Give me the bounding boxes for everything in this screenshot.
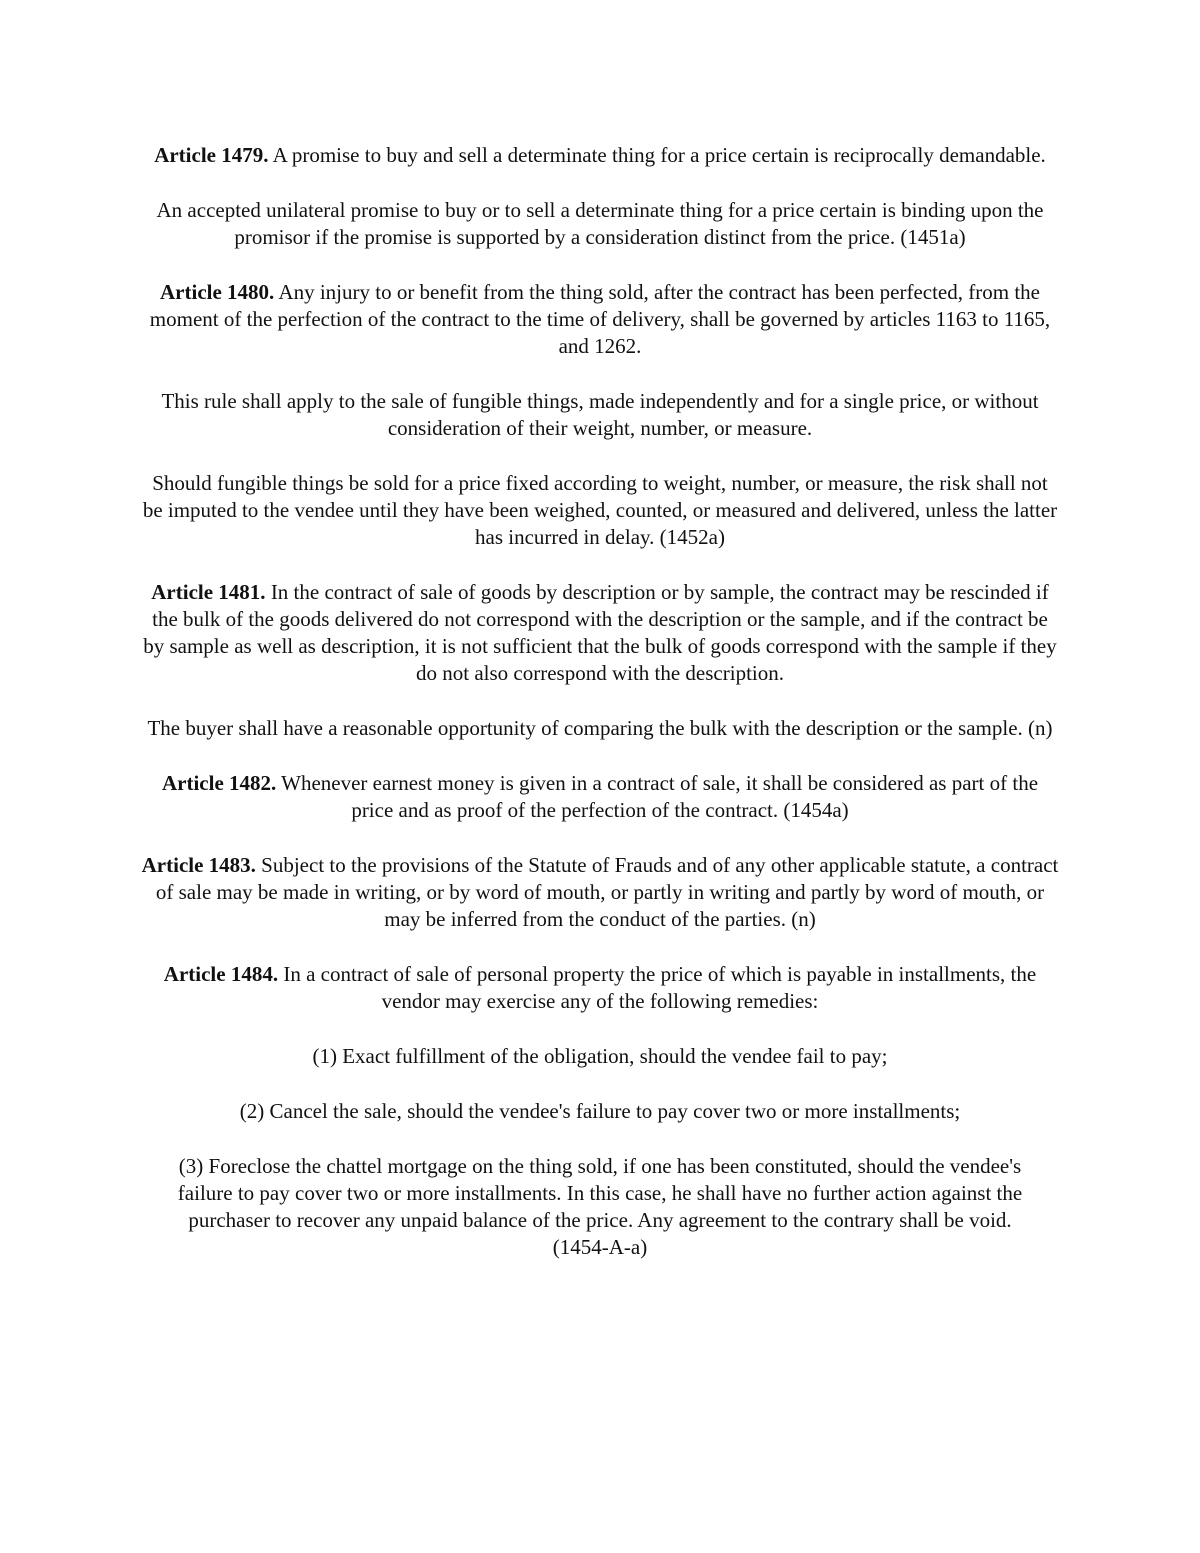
article-1480-heading: Article 1480. xyxy=(160,280,275,304)
article-1479-text: A promise to buy and sell a determinate thing for a price certain is reciprocally demandable. xyxy=(268,143,1046,167)
remedy-item-1: (1) Exact fulfillment of the obligation, should the vendee fail to pay; xyxy=(312,1044,888,1068)
article-1479-paragraph-1 xyxy=(140,142,1060,169)
article-1484-text: In a contract of sale of personal property the price of which is payable in installments, the vendor may exercise any of the following remedies: xyxy=(278,962,1037,1013)
remedy-item-3: (3) Foreclose the chattel mortgage on the thing sold, if one has been constituted, should the vendee's failure to pay cover two or more installments. In this case, he shall have no further action against the purchaser to recover any unpaid balance of the price. Any agreement to the contrary shall be void. (1454-A-a) xyxy=(177,1154,1023,1259)
article-1483-text: Subject to the provisions of the Statute of Frauds and of any other applicable statute, a contract of sale may be made in writing, or by word of mouth, or partly in writing and partly by word of mouth, or may be inferred from the conduct of the parties. (n) xyxy=(155,853,1059,931)
article-1479-paragraph-2: An accepted unilateral promise to buy or to sell a determinate thing for a price certain is binding upon the promisor if the promise is supported by a consideration distinct from the price. (1451a) xyxy=(156,198,1044,249)
article-1484-paragraph-1 xyxy=(140,961,1060,1015)
article-1480-paragraph-1 xyxy=(140,279,1060,360)
article-1481-heading: Article 1481. xyxy=(151,580,266,604)
article-1484-heading: Article 1484. xyxy=(163,962,279,986)
article-1479-heading: Article 1479. xyxy=(154,143,269,167)
article-1480-paragraph-3: Should fungible things be sold for a price fixed according to weight, number, or measure, the risk shall not be imputed to the vendee until they have been weighed, counted, or measured and delivered, unless the latter has incurred in delay. (1452a) xyxy=(142,471,1058,549)
remedy-item-2: (2) Cancel the sale, should the vendee's failure to pay cover two or more installments; xyxy=(239,1099,961,1123)
article-1482-text: Whenever earnest money is given in a contract of sale, it shall be considered as part of the price and as proof of the perfection of the contract. (1454a) xyxy=(276,771,1039,822)
article-1480-text: Any injury to or benefit from the thing sold, after the contract has been perfected, from the moment of the perfection of the contract to the time of delivery, shall be governed by articles 1163 to 1165, and 1262. xyxy=(149,280,1051,358)
article-1482-paragraph-1 xyxy=(140,770,1060,824)
article-1480-paragraph-2: This rule shall apply to the sale of fungible things, made independently and for a single price, or without consideration of their weight, number, or measure. xyxy=(161,389,1039,440)
article-1483-heading: Article 1483. xyxy=(141,853,256,877)
document-body xyxy=(140,142,1060,1289)
article-1481-text: In the contract of sale of goods by description or by sample, the contract may be rescinded if the bulk of the goods delivered do not correspond with the description or the sample, and if the contract be by sample as well as description, it is not sufficient that the bulk of goods correspond with the sample if they do not also correspond with the description. xyxy=(143,580,1057,685)
article-1482-heading: Article 1482. xyxy=(161,771,277,795)
article-1481-paragraph-1 xyxy=(140,579,1060,687)
article-1483-paragraph-1 xyxy=(140,852,1060,933)
article-1481-paragraph-2: The buyer shall have a reasonable opportunity of comparing the bulk with the description or the sample. (n) xyxy=(147,716,1053,740)
